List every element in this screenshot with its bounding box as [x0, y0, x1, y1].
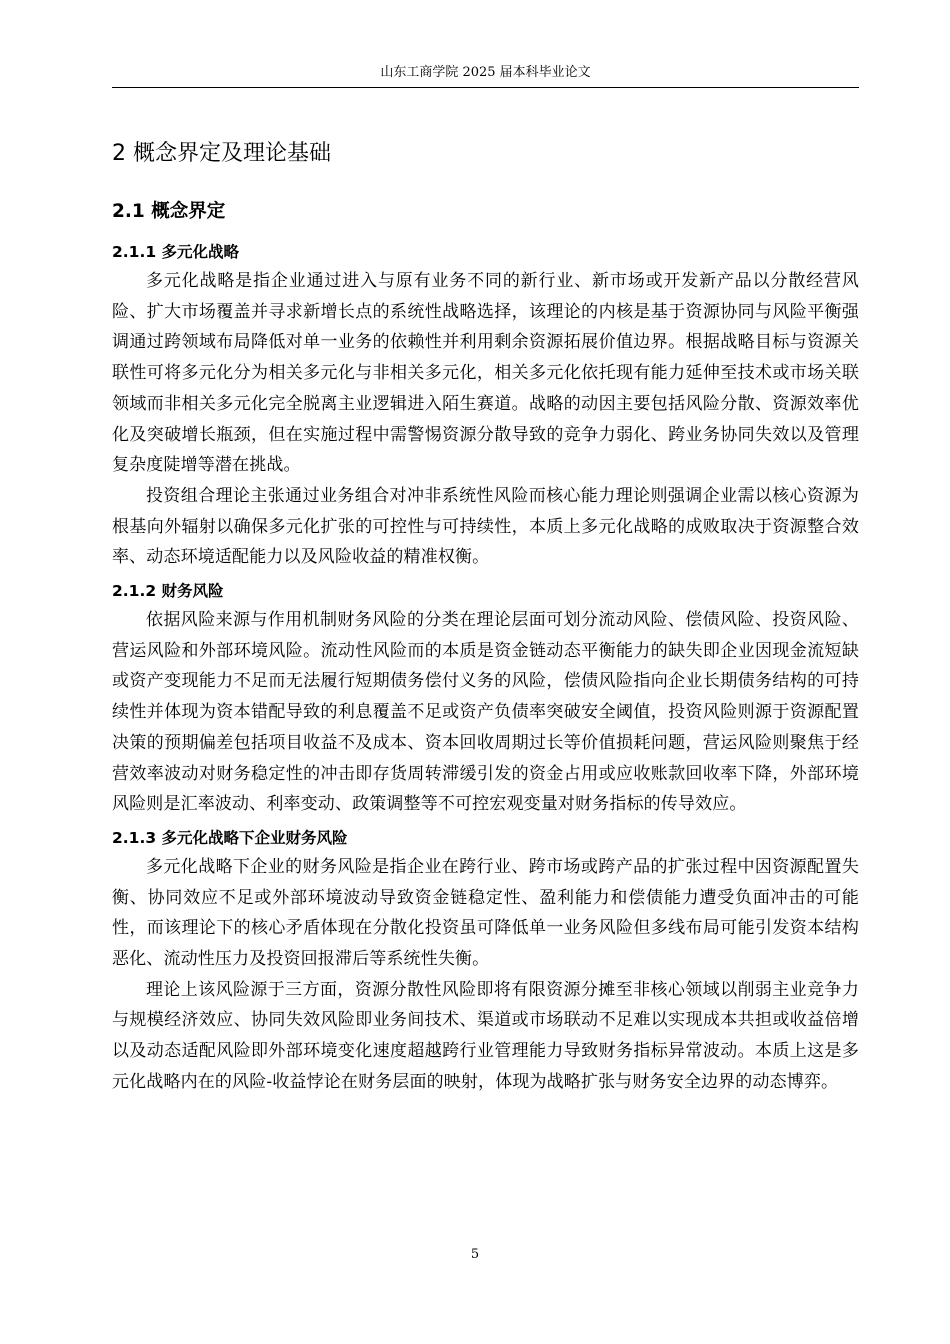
paragraph: 多元化战略是指企业通过进入与原有业务不同的新行业、新市场或开发新产品以分散经营风险、扩大市场覆盖并寻求新增长点的系统性战略选择，该理论的内核是基于资源协同与风险平衡强调通过跨领域布局降低对单一业务的依赖性并利用剩余资源拓展价值边界。根据战略目标与资源关联性可将多元化分为相关多元化与非相关多元化，相关多元化依托现有能力延伸至技术或市场关联领域而非相关多元化完全脱离主业逻辑进入陌生赛道。战略的动因主要包括风险分散、资源效率优化及突破增长瓶颈，但在实施过程中需警惕资源分散导致的竞争力弱化、跨业务协同失效以及管理复杂度陡增等潜在挑战。: [112, 271, 859, 476]
header-rule: [112, 87, 859, 88]
chapter-title: 2 概念界定及理论基础: [112, 141, 331, 166]
page-content: [112, 134, 859, 1098]
running-header: 山东工商学院 2025 届本科毕业论文: [380, 65, 591, 80]
section-title: 2.1 概念界定: [112, 201, 226, 222]
subsection-title-financial-risk: 2.1.2 财务风险: [112, 582, 224, 601]
paragraph: 投资组合理论主张通过业务组合对冲非系统性风险而核心能力理论则强调企业需以核心资源为根基向外辐射以确保多元化扩张的可控性与可持续性，本质上多元化战略的成败取决于资源整合效率、动态环境适配能力以及风险收益的精准权衡。: [112, 485, 859, 568]
subsection-title-diversification-financial-risk: 2.1.3 多元化战略下企业财务风险: [112, 828, 348, 847]
paragraph: 依据风险来源与作用机制财务风险的分类在理论层面可划分流动风险、偿债风险、投资风险、营运风险和外部环境风险。流动性风险而的本质是资金链动态平衡能力的缺失即企业因现金流短缺或资产变现能力不足而无法履行短期债务偿付义务的风险，偿债风险指向企业长期债务结构的可持续性并体现为资本错配导致的利息覆盖不足或资产负债率突破安全阈值，投资风险则源于资源配置决策的预期偏差包括项目收益不及成本、资本回收周期过长等价值损耗问题，营运风险则聚焦于经营效率波动对财务稳定性的冲击即存货周转滞缓引发的资金占用或应收账款回收率下降，外部环境风险则是汇率波动、利率变动、政策调整等不可控宏观变量对财务指标的传导效应。: [112, 610, 859, 815]
paragraph: 多元化战略下企业的财务风险是指企业在跨行业、跨市场或跨产品的扩张过程中因资源配置失衡、协同效应不足或外部环境波动导致资金链稳定性、盈利能力和偿债能力遭受负面冲击的可能性，而该理论下的核心矛盾体现在分散化投资虽可降低单一业务风险但多线布局可能引发资本结构恶化、流动性压力及投资回报滞后等系统性失衡。: [112, 856, 859, 970]
page-number: 5: [470, 1247, 480, 1262]
paragraph: 理论上该风险源于三方面，资源分散性风险即将有限资源分摊至非核心领域以削弱主业竞争力与规模经济效应、协同失效风险即业务间技术、渠道或市场联动不足难以实现成本共担或收益倍增以及动态适配风险即外部环境变化速度超越跨行业管理能力导致财务指标异常波动。本质上这是多元化战略内在的风险-收益悖论在财务层面的映射，体现为战略扩张与财务安全边界的动态博弈。: [112, 979, 859, 1092]
subsection-title-diversification-strategy: 2.1.1 多元化战略: [112, 243, 240, 261]
